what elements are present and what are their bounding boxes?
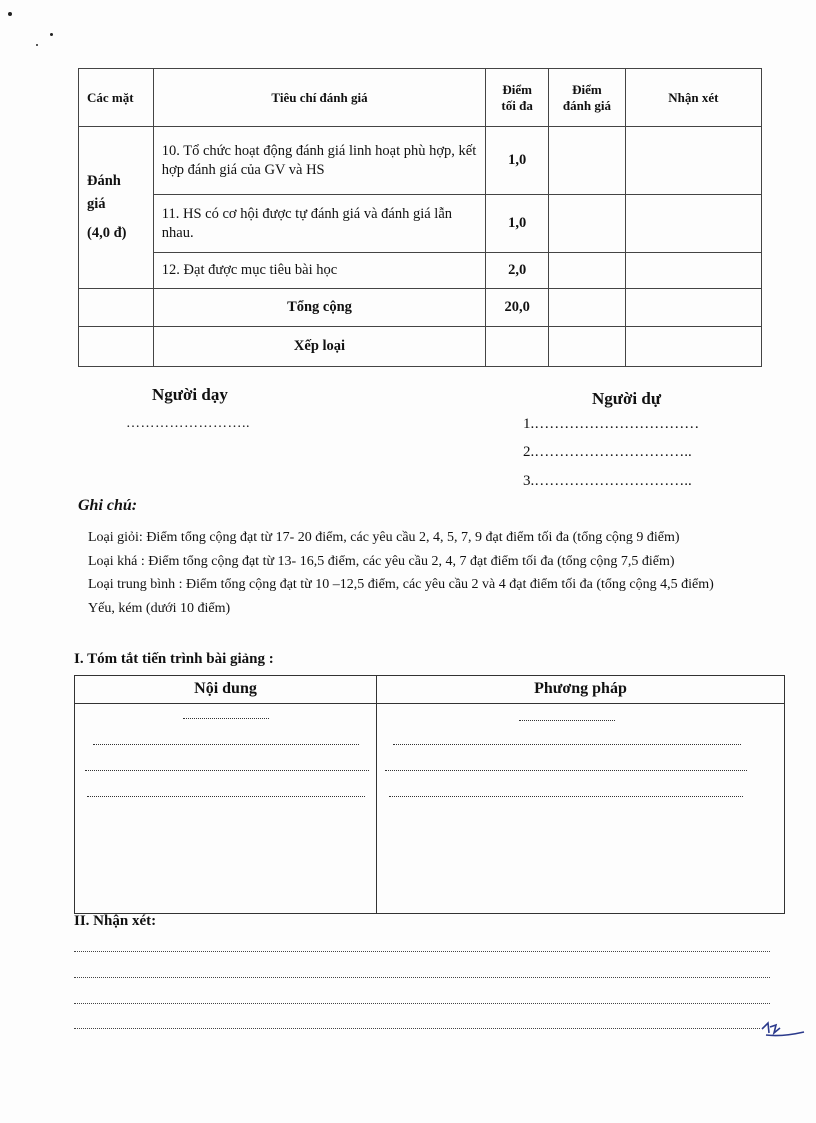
score-cell[interactable] (549, 127, 626, 195)
teacher-title: Người dạy (152, 385, 228, 404)
scan-speck (50, 33, 53, 36)
group-label: Đánh giá (87, 172, 121, 212)
lesson-summary-box (74, 675, 785, 914)
score-cell[interactable] (549, 195, 626, 253)
ranking-max-cell (486, 327, 549, 367)
column-divider (376, 676, 377, 913)
method-column-header: Phương pháp (377, 676, 784, 704)
content-dotted-line[interactable] (85, 770, 369, 771)
max-points-cell: 1,0 (486, 195, 549, 253)
total-comment-cell[interactable] (625, 289, 761, 327)
note-line: Loại trung bình : Điểm tổng cộng đạt từ 10 –12,5 điểm, các yêu cầu 2 và 4 đạt điểm tối đa (tổng cộng 4,5 điểm) (88, 577, 714, 592)
comment-cell[interactable] (625, 253, 761, 289)
method-dotted-line[interactable] (389, 796, 743, 797)
table-row (79, 195, 762, 253)
section-2-title: II. Nhận xét: (74, 913, 157, 929)
group-cell (79, 127, 154, 289)
note-line: Loại khá : Điểm tổng cộng đạt từ 13- 16,5 điểm, các yêu cầu 2, 4, 7 đạt điểm tối đa (tổng cộng 7,5 điểm) (88, 553, 675, 569)
content-dotted-line[interactable] (93, 744, 359, 745)
header-score: Điểm đánh giá (549, 69, 626, 127)
total-score-cell[interactable] (549, 289, 626, 327)
score-cell[interactable] (549, 253, 626, 289)
header-criteria: Tiêu chí đánh giá (153, 69, 485, 127)
teacher-signature-line[interactable]: …………………….. (126, 416, 250, 431)
criterion-cell: 11. HS có cơ hội được tự đánh giá và đánh giá lẫn nhau. (153, 195, 485, 253)
max-points-cell: 2,0 (486, 253, 549, 289)
ranking-row (79, 327, 762, 367)
notes-list (88, 526, 714, 620)
table-row (79, 127, 762, 195)
ranking-score-cell[interactable] (549, 327, 626, 367)
evaluation-table (78, 68, 762, 367)
observer-title: Người dự (592, 389, 662, 408)
group-points: (4,0 đ) (87, 225, 127, 242)
table-header-row (79, 69, 762, 127)
total-label: Tổng cộng (153, 289, 485, 327)
total-value: 20,0 (486, 289, 549, 327)
observer-line-1[interactable]: 1.…………………………… (523, 416, 700, 432)
ranking-comment-cell[interactable] (625, 327, 761, 367)
empty-cell (79, 289, 154, 327)
observer-line-2[interactable]: 2.………………………….. (523, 444, 692, 460)
empty-cell (79, 327, 154, 367)
note-line: Loại giỏi: Điểm tổng cộng đạt từ 17- 20 điểm, các yêu cầu 2, 4, 5, 7, 9 đạt điểm tối đa (tổng cộng 9 điểm) (88, 530, 680, 545)
content-column-header: Nội dung (75, 676, 376, 704)
total-row (79, 289, 762, 327)
comment-dotted-line[interactable] (74, 977, 770, 978)
comment-cell[interactable] (625, 127, 761, 195)
method-dotted-line[interactable] (393, 744, 741, 745)
ranking-label: Xếp loại (153, 327, 485, 367)
comment-dotted-line[interactable] (74, 951, 770, 952)
comment-dotted-line[interactable] (74, 1003, 770, 1004)
max-points-cell: 1,0 (486, 127, 549, 195)
table-row (79, 253, 762, 289)
method-dotted-line[interactable] (519, 720, 615, 721)
scan-speck (36, 44, 38, 46)
scan-speck (8, 12, 12, 16)
header-max-points: Điểm tối đa (486, 69, 549, 127)
method-dotted-line[interactable] (385, 770, 747, 771)
comment-cell[interactable] (625, 195, 761, 253)
notes-title: Ghi chú: (78, 497, 138, 514)
header-comments: Nhận xét (625, 69, 761, 127)
content-dotted-line[interactable] (87, 796, 365, 797)
note-line: Yếu, kém (dưới 10 điểm) (88, 600, 231, 616)
section-1-title: I. Tóm tắt tiến trình bài giảng : (74, 651, 274, 667)
criterion-cell: 12. Đạt được mục tiêu bài học (153, 253, 485, 289)
content-dotted-line[interactable] (183, 718, 269, 719)
observer-line-3[interactable]: 3.………………………….. (523, 473, 692, 489)
header-aspect: Các mặt (79, 69, 154, 127)
comment-dotted-line[interactable] (74, 1028, 760, 1029)
criterion-cell: 10. Tổ chức hoạt động đánh giá linh hoạt phù hợp, kết hợp đánh giá của GV và HS (153, 127, 485, 195)
initials-mark-icon (760, 1019, 806, 1039)
